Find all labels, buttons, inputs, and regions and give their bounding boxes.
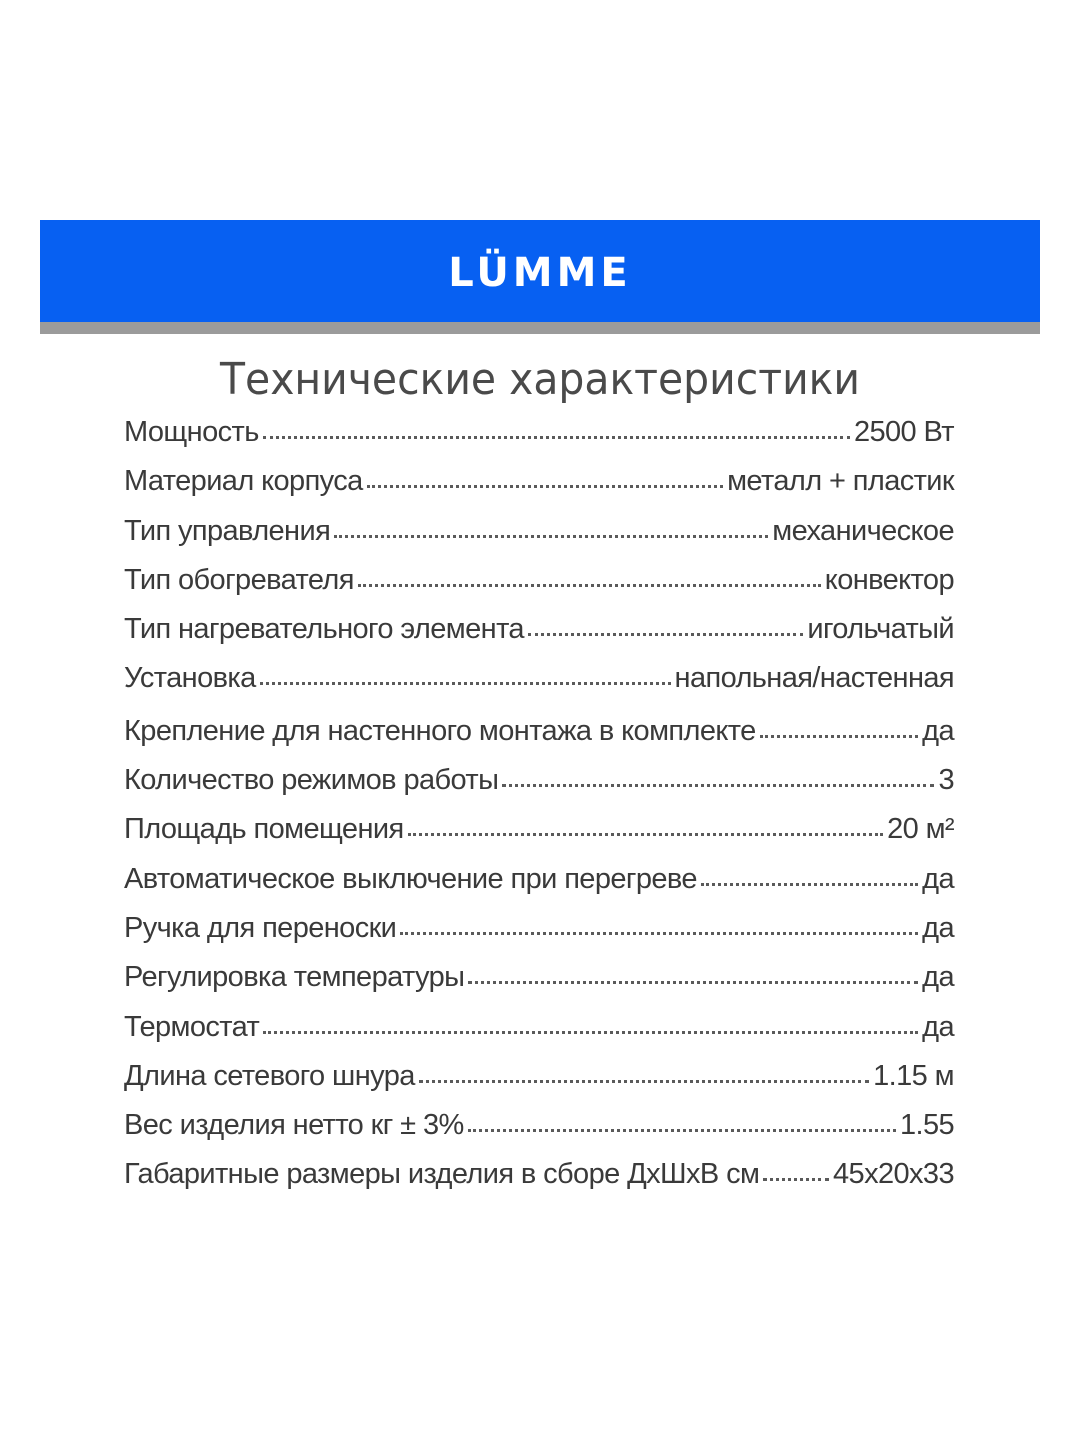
brand-logo: LÜMME [448,250,632,296]
spec-value: 1.55 [899,1109,954,1142]
spec-row [124,953,954,1002]
spec-label: Тип обогревателя [124,563,354,596]
spec-value: да [922,862,954,895]
spec-row [124,1052,954,1101]
dot-leader [701,877,918,886]
spec-row [124,855,954,904]
spec-value: механическое [772,514,954,547]
spec-row [124,707,954,756]
dot-leader [367,479,723,488]
dot-leader [763,1172,829,1181]
dot-leader [502,778,934,787]
dot-leader [528,627,803,636]
dot-leader [263,430,850,439]
spec-row [124,756,954,805]
spec-label: Габаритные размеры изделия в сборе ДхШхВ см [124,1158,760,1191]
spec-label: Количество режимов работы [124,764,499,797]
dot-leader [260,676,671,685]
spec-value: металл + пластик [727,465,954,498]
dot-leader [408,827,884,836]
spec-value: да [922,911,954,944]
spec-value: да [922,714,954,747]
spec-row [124,408,954,457]
spec-value: игольчатый [807,613,954,646]
spec-label: Регулировка температуры [124,961,465,994]
page-title: Технические характеристики [220,354,860,405]
dot-leader [334,529,768,538]
spec-value: 45х20х33 [833,1158,954,1191]
spec-row [124,1101,954,1150]
spec-label: Мощность [124,416,259,448]
spec-row [124,507,954,556]
spec-list [124,408,954,1200]
banner-stripe [40,322,1040,334]
spec-row [124,1003,954,1052]
dot-leader [468,1123,896,1132]
spec-value: да [922,1010,954,1043]
spec-label: Крепление для настенного монтажа в комплекте [124,714,756,747]
spec-row [124,904,954,953]
spec-value: 1.15 м [873,1059,954,1092]
spec-value: 3 [938,764,954,797]
spec-label: Вес изделия нетто кг ± 3% [124,1109,464,1142]
spec-label: Материал корпуса [124,465,363,498]
spec-label: Автоматическое выключение при перегреве [124,862,697,895]
dot-leader [760,729,918,738]
spec-row [124,605,954,654]
spec-label: Тип нагревательного элемента [124,613,524,646]
dot-leader [263,1025,918,1034]
spec-row [124,654,954,703]
spec-value: напольная/настенная [674,662,954,695]
spec-row [124,457,954,506]
spec-value: да [922,961,954,994]
spec-label: Тип управления [124,514,331,547]
spec-row [124,556,954,605]
spec-label: Длина сетевого шнура [124,1059,415,1092]
dot-leader [358,578,821,587]
dot-leader [419,1074,869,1083]
spec-value: 2500 Вт [853,416,954,448]
spec-label: Термостат [124,1010,260,1043]
brand-banner [40,220,1040,322]
spec-row [124,1150,954,1199]
dot-leader [468,975,918,984]
spec-row [124,805,954,854]
spec-label: Площадь помещения [124,813,404,846]
spec-label: Ручка для переноски [124,911,397,944]
spec-value: 20 м² [887,813,954,846]
dot-leader [400,926,918,935]
spec-label: Установка [124,662,256,695]
spec-value: конвектор [824,563,954,596]
